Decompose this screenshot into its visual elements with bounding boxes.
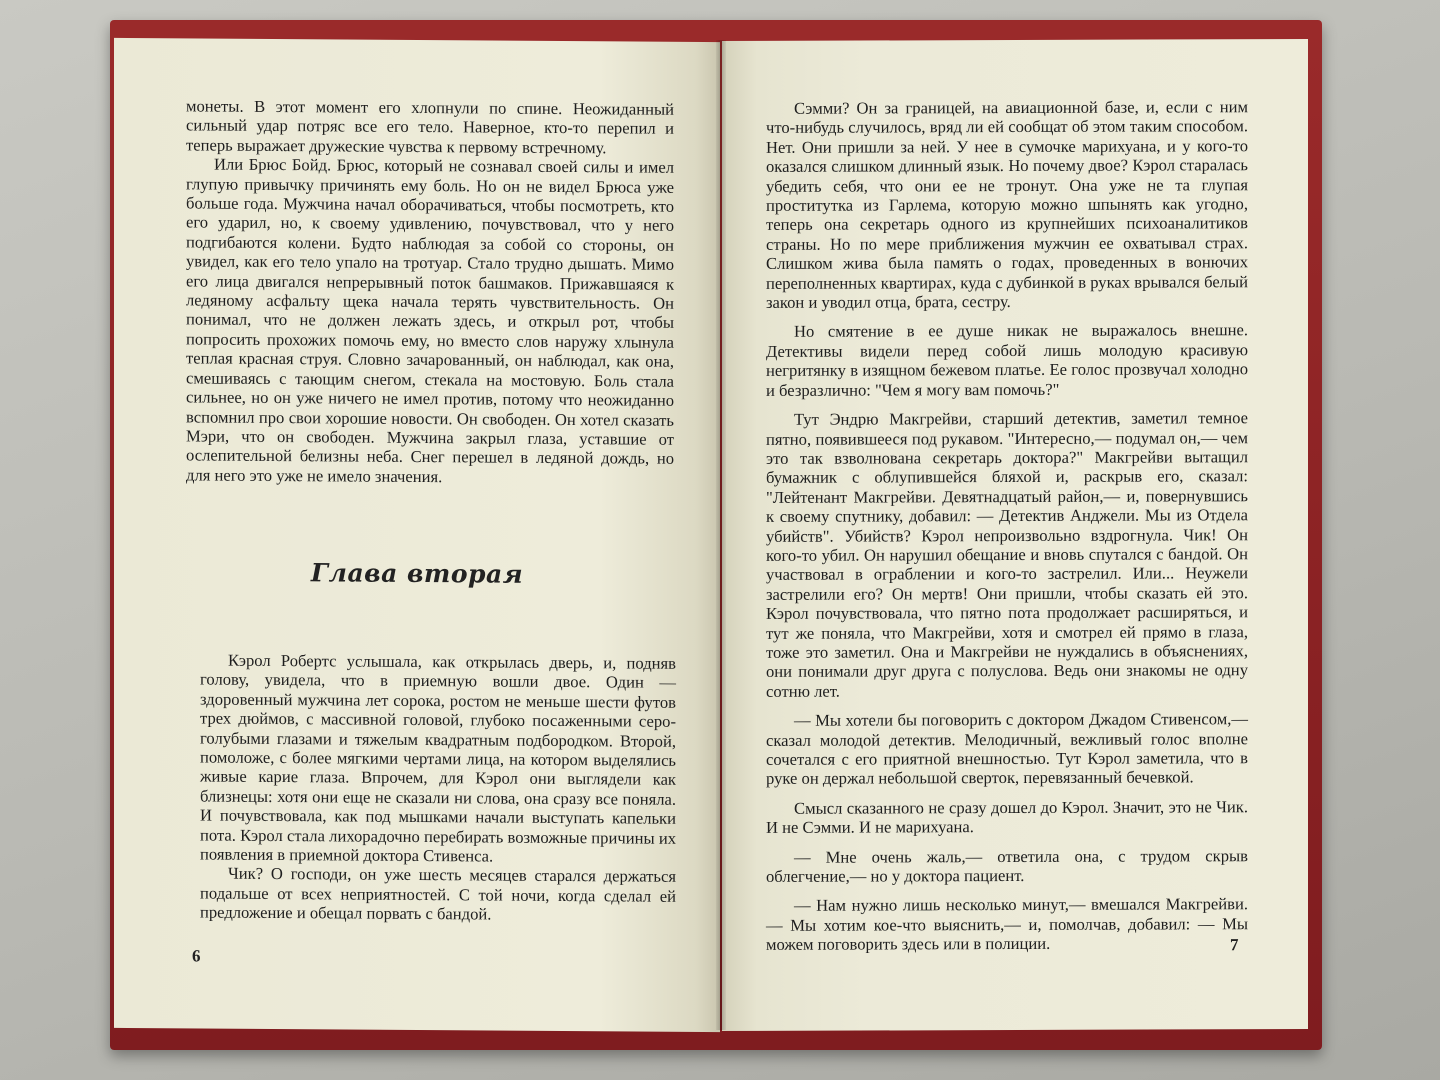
paragraph: — Мне очень жаль,— ответила она, с трудом скрыв облегчение,— но у доктора пациент. [766, 845, 1248, 886]
paragraph: монеты. В этот момент его хлопнули по спине. Неожиданный сильный удар потряс все его тело. Наверное, кто-то перепил и теперь выражает дружеские чувства к первому встречному. [186, 96, 674, 158]
right-page [722, 39, 1308, 1031]
paragraph: Кэрол Робертс услышала, как открылась дверь, и, подняв голову, увидела, что в приемную вошли двое. Один — здоровенный мужчина лет сорока, ростом не меньше шести футов трех дюймов, с массивной головой, глубоко посаженными серо-голубыми глазами и тяжелым квадратным подбородком. Второй, помоложе, с более мягкими чертами лица, на котором выделялись живые карие глаза. Впрочем, для Кэрол они выглядели как близнецы: хотя они еще не сказали ни слова, она сразу все поняла. И почувствовала, как под мышками начали выступать капельки пота. Кэрол стала лихорадочно перебирать возможные причины их появления в приемной доктора Стивенса. [200, 650, 676, 866]
paragraph: Тут Эндрю Макгрейви, старший детектив, заметил темное пятно, появившееся под рукавом. "Интересно,— подумал он,— чем это так взволнована секретарь доктора?" Макгрейви вытащил бумажник с облупившейся бляхой и, раскрыв его, сказал: "Лейтенант Макгрейви. Девятнадцатый район,— и, повернувшись к своему спутнику, добавил: — Детектив Анджели. Мы из Отдела убийств". Убийств? Кэрол непроизвольно вздрогнула. Чик! Он кого-то убил. Он нарушил обещание и вновь спутался с бандой. Он участвовал в ограблении и кого-то застрелил. Или... Неужели застрелили его? Он мертв! Они пришли, чтобы сказать ей это. Кэрол почувствовала, что пятно пота продолжает расширяться, и тут же поняла, что Макгрейви, хотя и смотрел ей прямо в глаза, тоже это заметил. Она и Макгрейви не нуждались в объяснениях, они понимали друг друга с полуслова. Ведь они знакомы не одну сотню лет. [766, 408, 1248, 701]
left-page-top-text [186, 96, 674, 488]
paragraph: — Мы хотели бы поговорить с доктором Джадом Стивенсом,— сказал молодой детектив. Мелодичный, вежливый голос вполне сочетался с его приятной внешностью. Тут Кэрол заметила, что в руке он держал небольшой сверток, перевязанный бечевкой. [766, 709, 1248, 789]
right-page-text [766, 97, 1248, 954]
paragraph: Чик? О господи, он уже шесть месяцев старался держаться подальше от всех неприятностей. С той ночи, когда сделал ей предложение и обещал порвать с бандой. [200, 864, 676, 924]
page-number: 6 [192, 946, 201, 966]
chapter-title: Глава вторая [310, 558, 524, 589]
page-number: 7 [1230, 935, 1239, 955]
paragraph: — Нам нужно лишь несколько минут,— вмешался Макгрейви.— Мы хотим кое-что выяснить,— и, помолчав, добавил: — Мы можем поговорить здесь или в полиции. [766, 894, 1248, 955]
left-page [114, 38, 720, 1032]
paragraph: Смысл сказанного не сразу дошел до Кэрол. Значит, это не Чик. И не Сэмми. И не марихуана. [766, 796, 1248, 838]
left-page-bottom-text [200, 650, 676, 925]
book-gutter [716, 40, 726, 1030]
paragraph: Или Брюс Бойд. Брюс, который не сознавал своей силы и имел глупую привычку причинять ему боль. Но он не видел Брюса уже больше года. Мужчина начал оборачиваться, чтобы посмотреть, кто его ударил, но, к своему удивлению, почувствовал, что у него подгибаются колени. Будто наблюдая за собой со стороны, он увидел, как его тело упало на тротуар. Стало трудно дышать. Мимо его лица двигался непрерывный поток башмаков. Прижавшаяся к ледяному асфальту щека начала терять чувствительность. Он понимал, что не должен лежать здесь, и открыл рот, чтобы попросить прохожих помочь ему, но вместо слов наружу хлынула теплая красная струя. Словно зачарованный, он наблюдал, как она, смешиваясь с тающим снегом, стекала на мостовую. Боль стала сильнее, но он уже ничего не имел против, потому что неожиданно вспомнил про свои хорошие новости. Он свободен. Он хотел сказать Мэри, что он свободен. Мужчина закрыл глаза, уставшие от ослепительной белизны неба. Снег перешел в ледяной дождь, но для него это уже не имело значения. [186, 154, 674, 486]
paragraph: Но смятение в ее душе никак не выражалось внешне. Детективы видели перед собой лишь молодую красивую негритянку в изящном бежевом платье. Ее голос прозвучал холодно и безразлично: "Чем я могу вам помочь?" [766, 320, 1248, 400]
paragraph: Сэмми? Он за границей, на авиационной базе, и, если с ним что-нибудь случилось, вряд ли ей сообщат об этом таким способом. Нет. Они пришли за ней. У нее в сумочке марихуана, и у кого-то оказался слишком длинный язык. Но почему двое? Кэрол старалась убедить себя, что они ее не тронут. Она уже не та глупая проститутка из Гарлема, которую можно шпынять как угодно, теперь она секретарь одного из крупнейших психоаналитиков страны. Но по мере приближения мужчин ее охватывал страх. Слишком жива была память о годах, проведенных в вонючих переполненных квартирах, куда с дубинкой в руках врывался белый закон и уводил отца, брата, сестру. [766, 97, 1248, 312]
